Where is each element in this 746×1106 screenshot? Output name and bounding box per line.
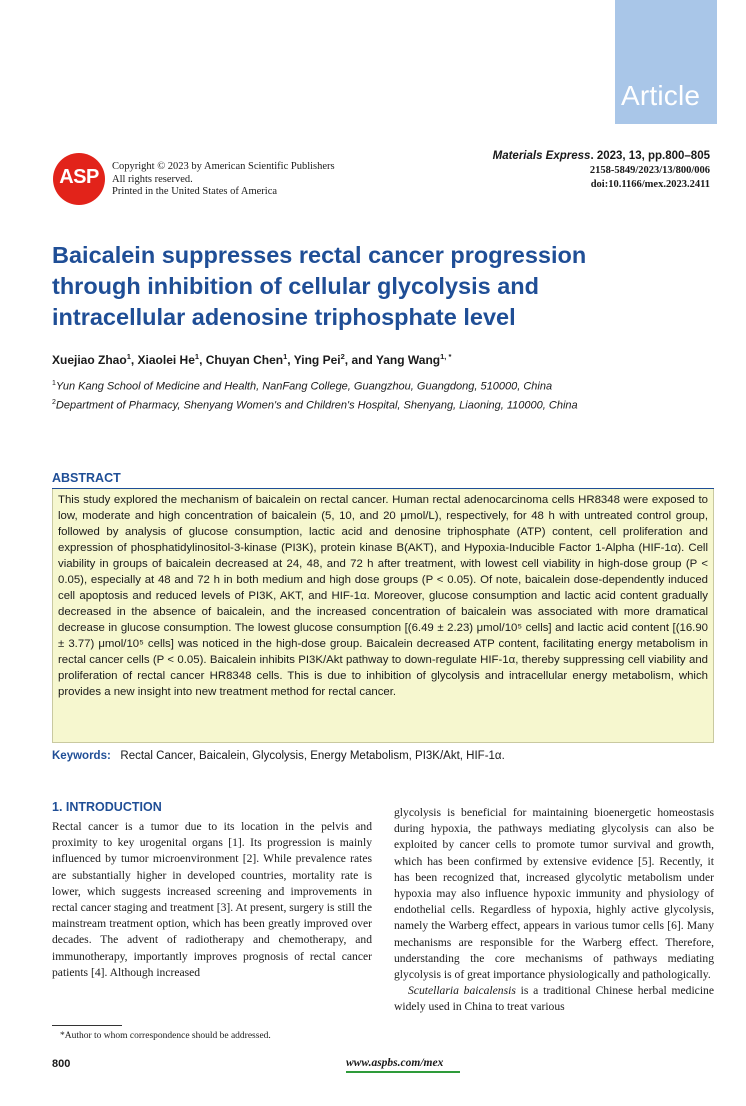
publisher-logo-text: ASP [59,166,99,188]
affiliation-marker: 2 [52,398,56,406]
introduction-left-column: Rectal cancer is a tumor due to its location in the pelvis and proximity to key urogenital organs [1]. Its progression is mainly influenced by tumor microenvironment [2]. While prevalence rates are substantially higher in developed countries, mortality rate is lower, which suggests increased screening and improvements in rectal cancer staging and treatment [3]. At present, surgery is still the mainstream treatment option, which has been greatly improved over decades. The advent of radiotherapy and chemotherapy, and immunotherapy, importantly improves prognosis of rectal cancer patients [4]. Although increased [52,820,372,979]
copyright-line: Copyright © 2023 by American Scientific Publishers [112,161,335,172]
article-type-label: Article [621,80,701,111]
keywords-label: Keywords: [52,750,111,762]
author-affiliation-marker: 1 [126,352,131,361]
author-name: Xiaolei He [137,353,195,367]
author-affiliation-marker: 1 [283,352,288,361]
affiliation-marker: 1 [52,380,56,387]
copyright-line: All rights reserved. [112,173,193,185]
journal-info [493,150,710,190]
affiliation-text: Department of Pharmacy, Shenyang Women's and Children's Hospital, Shenyang, Liaoning, 110000, China [55,399,578,412]
affiliation-list [52,376,578,413]
author-name: Xuejiao Zhao [52,353,127,367]
author-list [52,352,451,367]
keywords-line [52,750,505,762]
title-line: intracellular adenosine triphosphate level [52,304,516,330]
author-name: Chuyan Chen [205,353,284,367]
abstract-text: This study explored the mechanism of baicalein on rectal cancer. Human rectal adenocarcinoma cells HR8348 were exposed to low, moderate and high concentration of baicalein (5, 10, and 20 μmol/L), respectively, for 48 h with untreated control group, followed by analysis of glucose consumption, lactic acid and denosine triphosphate (ATP) content, cell proliferation and expression of phosphatidylinositol-3-kinase (PI3K), protein kinase B(AKT), and Hypoxia-Inducible Factor 1-Alpha (HIF-1α). Cell viability in groups of baicalein decreased at 24, 48, and 72 h after treatment, with lowest cell viability in high-dose group (P < 0.05), especially at 48 and 72 h in both medium and high dose groups (P < 0.05). Of note, baicalein dose-dependently induced cell apoptosis and reduced levels of PI3K, AKT, and HIF-1α. Moreover, glucose consumption and lactic acid content gradually decreased in the absence of baicalein, and the increased concentration of baicalein was associated with more dramatical decrease in glucose consumption. The lowest glucose consumption [(6.49 ± 2.23) μmol/10⁵ cells] and lactic acid content [(16.90 ± 3.77) μmol/10⁵ cells] was noticed in the high-dose group. Baicalein decreased ATP content, facilitating energy metabolism in rectal cancer cells (P < 0.05). Baicalein inhibits PI3K/Akt pathway to down-regulate HIF-1α, thereby suppressing cell viability and proliferation of rectal cancer HR8348 cells. This is due to inhibition of glycolysis and intracellular energy metabolism, which provides a new insight into new treatment method for rectal cancer. [52,489,714,743]
affiliation [52,395,578,414]
journal-website-link[interactable]: www.aspbs.com/mex [346,1057,444,1069]
correspondence-footnote: *Author to whom correspondence should be addressed. [60,1031,271,1041]
title-line: through inhibition of cellular glycolysis and [52,273,540,299]
journal-citation: . 2023, 13, pp.800–805 [590,150,710,162]
abstract-heading: ABSTRACT [52,471,121,485]
article-type-tab [615,0,717,124]
footnote-divider [52,1025,122,1026]
section-heading-introduction: 1. INTRODUCTION [52,800,162,814]
publisher-logo [53,153,105,205]
affiliation-text: Yun Kang School of Medicine and Health, NanFang College, Guangzhou, Guangdong, 510000, China [55,380,553,393]
paragraph: glycolysis is beneficial for maintaining bioenergetic homeostasis during hypoxia, the pathways mediating glycolysis can also be exploited by cancer cells to promote tumor survival and growth, which has been confirmed by extensive evidence [5]. Recently, it has been recognized that, increased glycolytic metabolism under hypoxia may also influence hypoxic immunity and physiology of endothelial cells. Regardless of hypoxia, highly active glycolysis, namely the Warberg effect, appears in various tumor cells [6]. Many mechanisms are responsible for the Warberg effect. Therefore, understanding the core mechanisms of pathways mediating glycolysis is of great importance physiologically and pathologically. [394,806,714,982]
author-separator: , [287,353,294,367]
author-name: Yang Wang [375,353,441,367]
title-line: Baicalein suppresses rectal cancer progression [52,242,587,268]
page-number: 800 [52,1058,71,1070]
journal-name: Materials Express [492,150,591,162]
journal-citation-line [493,150,710,162]
author-separator: , [130,353,138,367]
paragraph [394,983,714,1015]
website-underline [346,1071,460,1073]
author-affiliation-marker: 1 [194,352,200,361]
author-affiliation-marker: 1, * [440,352,452,361]
paragraph-text: is a traditional Chinese herbal medicine widely used in China to treat various [394,984,714,1014]
introduction-right-column [394,805,714,1016]
journal-issn: 2158-5849/2023/13/800/006 [589,165,710,176]
author-separator: , [199,353,206,367]
journal-doi: doi:10.1166/mex.2023.2411 [590,179,710,190]
keywords-text: Rectal Cancer, Baicalein, Glycolysis, Energy Metabolism, PI3K/Akt, HIF-1α. [120,750,505,762]
affiliation [52,376,578,395]
paper-title [52,240,712,333]
copyright-line: Printed in the United States of America [112,186,278,197]
species-name: Scutellaria baicalensis [408,984,516,998]
author-separator: , and [344,353,376,367]
author-name: Ying Pei [293,353,341,367]
copyright-notice [112,161,335,199]
author-affiliation-marker: 2 [340,352,345,361]
